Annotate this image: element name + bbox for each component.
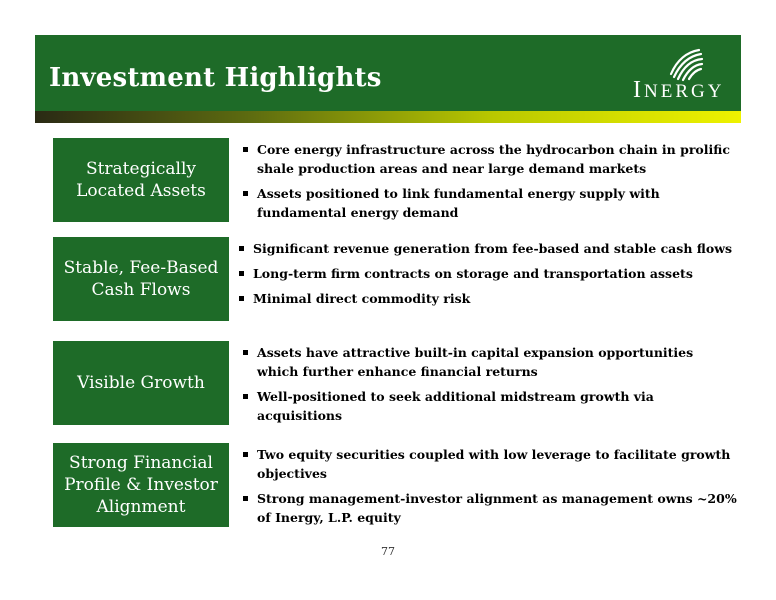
bullet-item: Long-term firm contracts on storage and transportation assets: [233, 264, 733, 283]
section-bullet-list: [233, 239, 733, 314]
page-title: Investment Highlights: [49, 63, 382, 93]
bullet-item: Two equity securities coupled with low leverage to facilitate growth objectives: [237, 445, 737, 483]
bullet-item: Well-positioned to seek additional midstream growth via acquisitions: [237, 387, 737, 425]
section-label-box: [53, 443, 229, 527]
section-bullet-list: [237, 140, 737, 228]
section-label: Strong Financial Profile & Investor Alignment: [64, 453, 218, 517]
section-label: Strategically Located Assets: [76, 159, 206, 201]
bullet-square-icon: [243, 496, 248, 501]
section-label: Stable, Fee-Based Cash Flows: [63, 258, 219, 300]
bullet-square-icon: [243, 452, 248, 457]
header-accent-bar: [35, 111, 741, 123]
bullet-item: Assets have attractive built-in capital expansion opportunities which further enhance financial returns: [237, 343, 737, 381]
section-bullet-list: [237, 343, 737, 431]
bullet-square-icon: [239, 296, 244, 301]
bullet-square-icon: [239, 271, 244, 276]
bullet-square-icon: [243, 394, 248, 399]
bullet-square-icon: [243, 350, 248, 355]
section-label-box: [53, 237, 229, 321]
page-number: 77: [381, 545, 395, 558]
section-label-box: [53, 341, 229, 425]
bullet-item: Assets positioned to link fundamental energy supply with fundamental energy demand: [237, 184, 737, 222]
inergy-logo-wordmark: [633, 77, 724, 104]
logo-initial: I: [633, 77, 644, 103]
bullet-item: Significant revenue generation from fee-based and stable cash flows: [233, 239, 733, 258]
bullet-square-icon: [243, 191, 248, 196]
logo-rest: NERGY: [644, 81, 725, 102]
slide-header: [35, 35, 741, 111]
section-label-box: [53, 138, 229, 222]
bullet-item: Strong management-investor alignment as management owns ~20% of Inergy, L.P. equity: [237, 489, 737, 527]
bullet-item: Minimal direct commodity risk: [233, 289, 733, 308]
bullet-item: Core energy infrastructure across the hydrocarbon chain in prolific shale production areas and near large demand markets: [237, 140, 737, 178]
section-label: Visible Growth: [77, 373, 205, 393]
section-bullet-list: [237, 445, 737, 533]
bullet-square-icon: [239, 246, 244, 251]
bullet-square-icon: [243, 147, 248, 152]
